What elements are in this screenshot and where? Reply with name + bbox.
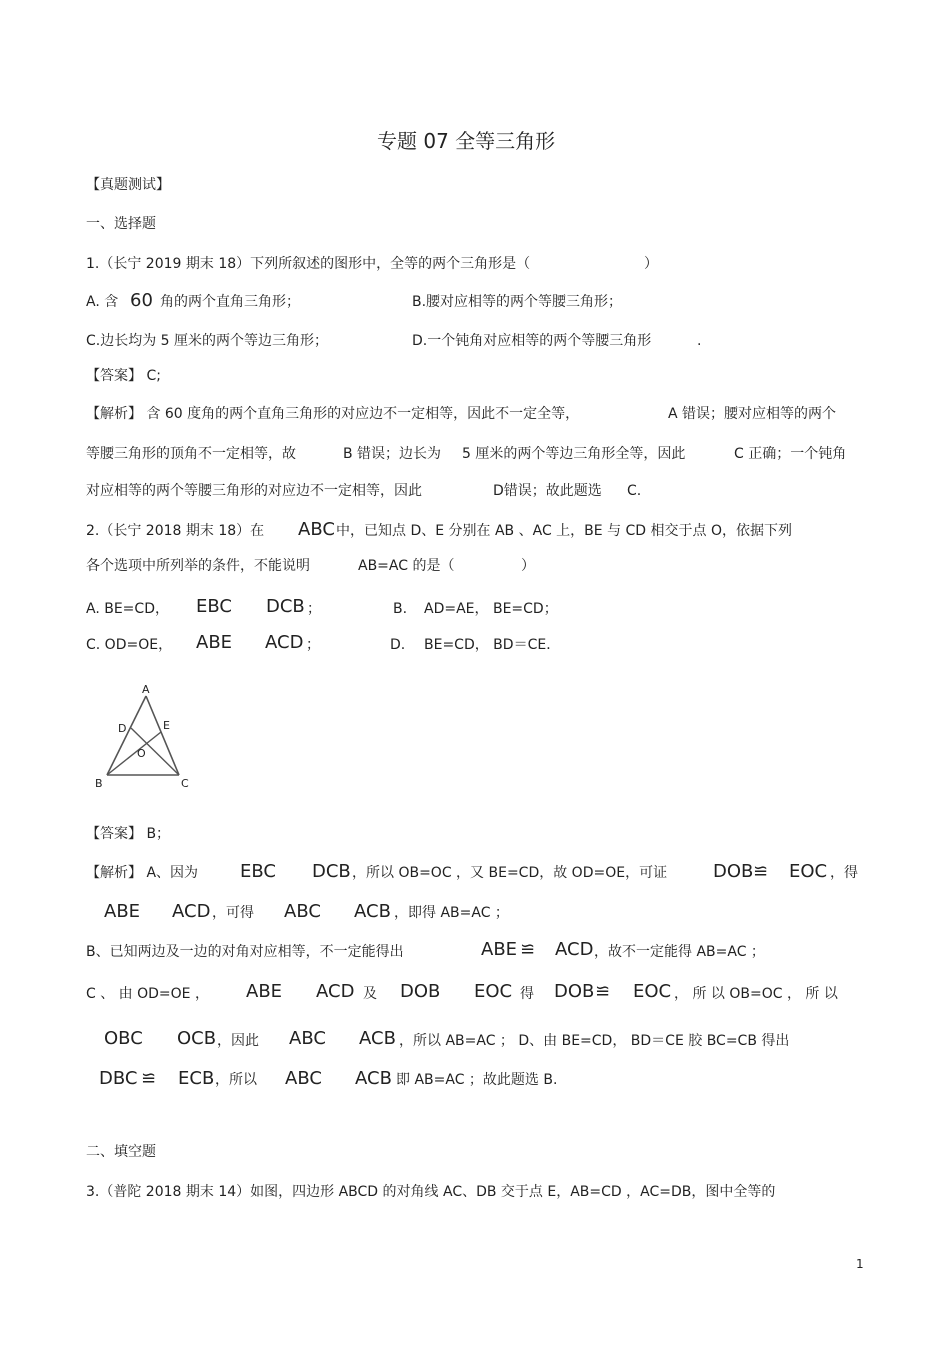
q1-option-b: B.腰对应相等的两个等腰三角形； — [412, 294, 623, 310]
q1-explanation-2b: B 错误；边长为 — [343, 446, 442, 462]
congruent-symbol: ≌ — [753, 861, 769, 882]
q2-option-c-end: ； — [306, 637, 320, 653]
q2-exp4-angle1: ABE — [246, 981, 283, 1002]
q2-option-d-prefix: D. — [390, 637, 406, 653]
q1-answer: 【答案】 C; — [86, 368, 161, 384]
q2-stem2-a: 各个选项中所列举的条件，不能说明 — [86, 558, 310, 574]
q3-stem: 3.（普陀 2018 期末 14）如图，四边形 ABCD 的对角线 AC、DB 交于点 E，AB=CD ，AC=DB，图中全等的 — [86, 1184, 776, 1200]
q2-option-a-angle1: EBC — [196, 596, 232, 617]
q1-option-a-prefix: A. 含 — [86, 294, 119, 310]
section-heading-choice: 一、选择题 — [86, 216, 156, 232]
q2-exp5-angle3: ABC — [289, 1028, 326, 1049]
q2-exp4-angle4: EOC — [474, 981, 513, 1002]
q1-explanation-1b: A 错误；腰对应相等的两个 — [668, 406, 837, 422]
q1-explanation-3b: D错误；故此题选 — [493, 483, 602, 499]
q2-exp1-b: ，所以 OB=OC ，又 BE=CD，故 OD=OE，可证 — [352, 865, 668, 881]
q2-option-c-prefix: C. OD=OE， — [86, 637, 173, 653]
q1-option-d: D.一个钝角对应相等的两个等腰三角形 — [412, 333, 652, 349]
q2-stem2-close: ） — [521, 558, 535, 574]
q2-exp2-angle4: ACB — [354, 901, 391, 922]
q1-option-a-number: 60 — [130, 290, 153, 311]
q1-explanation-2d: C 正确；一个钝角 — [734, 446, 847, 462]
q1-stem: 1.（长宁 2019 期末 18）下列所叙述的图形中，全等的两个三角形是（ — [86, 256, 531, 272]
q2-exp3-a: B、已知两边及一边的对角对应相等，不一定能得出 — [86, 944, 404, 960]
q1-option-d-period: . — [697, 333, 702, 349]
q1-explanation-1a: 【解析】 含 60 度角的两个直角三角形的对应边不一定相等，因此不一定全等， — [86, 406, 580, 422]
page-title: 专题 07 全等三角形 — [377, 129, 556, 153]
q1-explanation-3a: 对应相等的两个等腰三角形的对应边不一定相等，因此 — [86, 483, 422, 499]
q2-stem-triangle: ABC — [298, 519, 335, 540]
q2-exp1-c: ，得 — [830, 865, 858, 881]
q2-option-d: BE=CD， BD＝CE． — [424, 637, 561, 653]
q2-exp6-triangle2: ECB — [178, 1068, 215, 1089]
section-heading-fill: 二、填空题 — [86, 1144, 156, 1160]
q2-exp2-a: ，可得 — [212, 905, 254, 921]
q2-exp6-angle1: ABC — [285, 1068, 322, 1089]
q2-exp3-b: ，故不一定能得 AB=AC ； — [594, 944, 765, 960]
q1-stem-close: ） — [644, 256, 658, 272]
section-heading-test: 【真题测试】 — [86, 177, 170, 193]
q2-exp5-angle2: OCB — [177, 1028, 217, 1049]
q2-exp2-b: ，即得 AB=AC ； — [394, 905, 509, 921]
q1-explanation-2a: 等腰三角形的顶角不一定相等，故 — [86, 446, 296, 462]
q2-option-c-angle1: ABE — [196, 632, 233, 653]
congruent-symbol: ≌ — [595, 981, 611, 1002]
q2-exp1-angle2: DCB — [312, 861, 351, 882]
label-e: E — [163, 719, 170, 732]
q2-option-b-prefix: B. — [393, 601, 408, 617]
q2-exp1-triangle1: DOB — [713, 861, 754, 882]
q2-exp1-a: 【解析】 A、因为 — [86, 865, 199, 881]
q2-option-a-angle2: DCB — [266, 596, 305, 617]
q2-exp4-angle3: DOB — [400, 981, 441, 1002]
q1-explanation-2c: 5 厘米的两个等边三角形全等，因此 — [462, 446, 686, 462]
label-o: O — [137, 747, 146, 760]
q2-exp3-triangle1: ABE — [481, 939, 518, 960]
q2-exp6-angle2: ACB — [355, 1068, 392, 1089]
q1-explanation-3c: C. — [627, 483, 642, 499]
q2-exp4-a: C 、 由 OD=OE ， — [86, 986, 209, 1002]
q1-option-c: C.边长均为 5 厘米的两个等边三角形； — [86, 333, 329, 349]
q2-option-c-angle2: ACD — [265, 632, 304, 653]
q2-exp4-triangle2: EOC — [633, 981, 672, 1002]
q2-answer: 【答案】 B； — [86, 826, 171, 842]
q2-exp4-b: 及 — [363, 986, 377, 1002]
label-c: C — [181, 777, 189, 790]
q2-exp2-angle1: ABE — [104, 901, 141, 922]
q2-exp4-c: 得 — [520, 986, 534, 1002]
congruent-symbol: ≌ — [520, 939, 536, 960]
q2-stem2-b: AB=AC 的是（ — [358, 558, 455, 574]
q2-stem-b: 中，已知点 D、E 分别在 AB 、AC 上，BE 与 CD 相交于点 O，依据下列 — [336, 523, 792, 539]
q2-exp3-triangle2: ACD — [555, 939, 594, 960]
q2-exp2-angle3: ABC — [284, 901, 321, 922]
label-a: A — [142, 683, 150, 696]
q2-exp1-angle1: EBC — [240, 861, 276, 882]
segment-be — [107, 732, 161, 775]
side-ac — [146, 696, 179, 775]
q2-option-a-prefix: A. BE=CD， — [86, 601, 169, 617]
q2-stem-a: 2.（长宁 2018 期末 18）在 — [86, 523, 265, 539]
q2-exp6-b: 即 AB=AC ；故此题选 B. — [396, 1072, 558, 1088]
q2-exp5-angle4: ACB — [359, 1028, 396, 1049]
q2-exp4-d: ， 所 以 OB=OC ， 所 以 — [674, 986, 838, 1002]
page-number: 1 — [856, 1257, 864, 1271]
label-d: D — [118, 722, 127, 735]
q2-exp4-triangle1: DOB — [554, 981, 595, 1002]
q2-exp5-b: ，所以 AB=AC ； D、由 BE=CD， BD＝CE 胶 BC=CB 得出 — [399, 1033, 790, 1049]
q2-option-a-end: ； — [307, 601, 321, 617]
triangle-figure — [88, 680, 208, 798]
congruent-symbol: ≌ — [141, 1068, 157, 1089]
q2-exp6-triangle1: DBC — [99, 1068, 138, 1089]
q2-exp6-a: ，所以 — [215, 1072, 257, 1088]
label-b: B — [95, 777, 103, 790]
q2-exp2-angle2: ACD — [172, 901, 211, 922]
q2-exp4-angle2: ACD — [316, 981, 355, 1002]
q2-option-b: AD=AE， BE=CD； — [424, 601, 558, 617]
side-ab — [107, 696, 146, 775]
q2-exp1-triangle2: EOC — [789, 861, 828, 882]
q1-option-a-text: 角的两个直角三角形； — [160, 294, 300, 310]
q2-exp5-a: ，因此 — [217, 1033, 259, 1049]
q2-exp5-angle1: OBC — [104, 1028, 143, 1049]
